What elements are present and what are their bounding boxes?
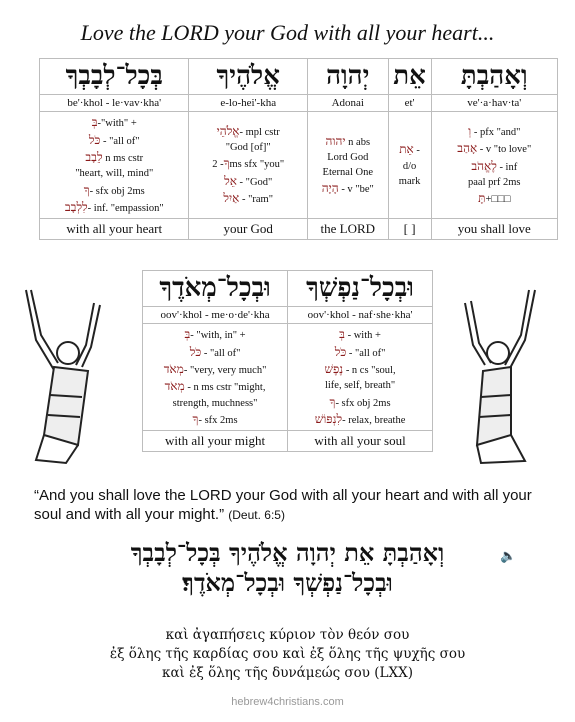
parse-hebrew: לִלְבָב xyxy=(64,199,88,214)
parse-line xyxy=(192,140,303,155)
parse-text: - "all of" xyxy=(100,135,140,147)
parse-line xyxy=(192,173,303,190)
parse-text: - "very, very much" xyxy=(183,364,267,376)
parse-text: n ms cstr xyxy=(102,152,144,164)
hebrew-verse xyxy=(0,538,575,598)
parse-line xyxy=(43,114,185,131)
parse-hebrew: וְ xyxy=(468,123,472,138)
parse-text: - "ram" xyxy=(239,194,274,206)
transliteration: et' xyxy=(388,95,431,112)
hebrew-verse-line1: וְאָהַבְתָּ אֵת יְהוָה אֱלֹהֶיךָ בְּכָל־לְבָבְךָ xyxy=(130,538,445,567)
parsing-notes xyxy=(189,112,307,219)
transliteration: oov'·khol - naf·she·kha' xyxy=(288,307,433,324)
hebrew-word: יְהוָה xyxy=(307,59,388,95)
parse-line xyxy=(146,361,284,378)
parse-line xyxy=(435,140,554,157)
parse-line xyxy=(291,326,429,343)
parsing-notes xyxy=(388,112,431,219)
parse-hebrew: כֹּל xyxy=(88,132,101,147)
parse-text: - sfx obj 2ms xyxy=(89,185,145,197)
parse-hebrew: מְאֹד xyxy=(164,379,185,394)
parsing-notes xyxy=(431,112,557,219)
parse-text: - inf. "empassion" xyxy=(87,202,164,214)
quote-reference: (Deut. 6:5) xyxy=(228,507,285,522)
english-gloss: you shall love xyxy=(431,219,557,240)
parse-line xyxy=(146,378,284,395)
parse-text: - relax, breathe xyxy=(342,414,406,426)
parse-text: - "all of" xyxy=(346,347,386,359)
parse-text: strength, muchness" xyxy=(172,397,258,409)
parse-line xyxy=(146,411,284,428)
parse-hebrew: כֹּל xyxy=(334,344,347,359)
parse-text: Lord God xyxy=(327,152,369,164)
english-gloss: with all your heart xyxy=(40,219,189,240)
hebrew-verse-line2: וּבְכָל־נַפְשְׁךָ וּבְכָל־מְאֹדֶךָ׃ xyxy=(182,568,393,597)
parse-line xyxy=(311,150,385,165)
parse-line xyxy=(291,394,429,411)
parse-line xyxy=(43,132,185,149)
parse-hebrew: אֵת xyxy=(399,142,414,157)
greek-verse xyxy=(0,626,575,683)
parse-text: d/o xyxy=(402,160,417,172)
parse-line xyxy=(291,344,429,361)
parse-hebrew: בְּ xyxy=(91,115,98,130)
parse-line xyxy=(43,149,185,166)
parse-text: - 2ms sfx "you" xyxy=(212,159,285,171)
parse-text: - inf xyxy=(496,161,518,173)
parse-hebrew: יהוה xyxy=(325,133,346,148)
parse-line xyxy=(146,396,284,411)
parse-hebrew: הָיָה xyxy=(321,181,339,196)
site-credit: hebrew4christians.com xyxy=(231,696,344,708)
parse-line xyxy=(435,123,554,140)
parse-hebrew: תָּ xyxy=(478,191,486,206)
parse-line xyxy=(392,159,428,174)
parse-text: - "all of" xyxy=(201,347,241,359)
parse-hebrew: נֶפֶשׁ xyxy=(324,361,344,376)
parse-hebrew: ךָ xyxy=(192,411,199,426)
parse-text: - pfx "and" xyxy=(471,126,521,138)
hebrew-word: אֵת xyxy=(388,59,431,95)
parse-text: - sfx obj 2ms xyxy=(335,397,391,409)
greek-line: καὶ ἐξ ὅλης τῆς δυνάμεώς σου (LXX) xyxy=(162,664,413,681)
parse-line xyxy=(435,175,554,190)
parse-text: - "with, in" + xyxy=(190,330,246,342)
english-gloss: your God xyxy=(189,219,307,240)
word-table-bottom xyxy=(142,270,433,452)
parse-line xyxy=(435,158,554,175)
parse-line xyxy=(192,123,303,140)
parse-text: - xyxy=(413,145,420,157)
parse-text: paal prf 2ms xyxy=(468,177,521,189)
transliteration: e-lo-hei'-kha xyxy=(189,95,307,112)
parse-line xyxy=(392,141,428,158)
parse-text: - n ms cstr "might, xyxy=(184,382,266,394)
parsing-notes xyxy=(288,324,433,431)
parse-line xyxy=(43,166,185,181)
parse-line xyxy=(291,378,429,393)
greek-line: καὶ ἀγαπήσεις κύριον τὸν θεόν σου xyxy=(165,627,410,643)
praying-figure-right-icon xyxy=(453,285,548,475)
parse-line xyxy=(291,411,429,428)
parse-text: Eternal One xyxy=(322,167,373,179)
parse-hebrew: אֵל xyxy=(224,173,237,188)
speaker-icon[interactable]: 🔈 xyxy=(500,548,517,563)
parse-line xyxy=(311,165,385,180)
hebrew-word: וּבְכָל־מְאֹדֶךָ xyxy=(143,271,288,307)
transliteration: oov'·khol - me·o·de'·kha xyxy=(143,307,288,324)
parse-line xyxy=(192,155,303,172)
parse-text: "God [of]" xyxy=(225,142,271,154)
english-gloss: with all your soul xyxy=(288,431,433,452)
parse-text: - v "be" xyxy=(338,184,374,196)
parse-line xyxy=(146,326,284,343)
parse-text: - n cs "soul, xyxy=(343,364,396,376)
parse-text: +□□□ xyxy=(485,194,511,206)
parse-text: - "God" xyxy=(236,176,273,188)
parsing-notes xyxy=(40,112,189,219)
parse-text: - v "to love" xyxy=(477,144,532,156)
parse-hebrew: אֱלֹהֵי xyxy=(216,123,240,138)
transliteration: Adonai xyxy=(307,95,388,112)
parse-hebrew: מְאֹד xyxy=(163,361,184,376)
greek-line: ἐξ ὅλης τῆς καρδίας σου καὶ ἐξ ὅλης τῆς ψυχῆς σου xyxy=(109,645,466,662)
page-title: Love the LORD your God with all your heart... xyxy=(80,20,495,45)
parse-hebrew: בְּ xyxy=(184,327,191,342)
parse-line xyxy=(43,182,185,199)
parse-text: - with + xyxy=(344,330,381,342)
parse-hebrew: ךָ xyxy=(329,394,336,409)
hebrew-word: בְּכָל־לְבָבְךָ xyxy=(40,59,189,95)
parse-line xyxy=(311,133,385,150)
parse-hebrew: אָהַב xyxy=(457,141,478,156)
parse-line xyxy=(146,344,284,361)
parse-text: - mpl cstr xyxy=(239,126,280,138)
quote-text: “And you shall love the LORD your God with all your heart and with all your soul and with all your might.” xyxy=(34,487,532,523)
parse-text: life, self, breath" xyxy=(324,380,396,392)
parse-hebrew: לֶאֱהֹב xyxy=(471,158,497,173)
hebrew-word: וְאָהַבְתָּ xyxy=(431,59,557,95)
parse-hebrew: לִנְפּוֹשׁ xyxy=(314,411,343,426)
parse-line xyxy=(291,361,429,378)
parse-line xyxy=(43,199,185,216)
english-gloss: [ ] xyxy=(388,219,431,240)
parse-hebrew: אַיִל xyxy=(223,191,240,206)
parse-hebrew: כֹּל xyxy=(189,344,202,359)
hebrew-word: וּבְכָל־נַפְשְׁךָ xyxy=(288,271,433,307)
transliteration: be'·khol - le·vav·kha' xyxy=(40,95,189,112)
parse-text: n abs xyxy=(345,136,371,148)
english-quote xyxy=(34,487,554,525)
parse-text: - sfx 2ms xyxy=(198,414,238,426)
english-gloss: the LORD xyxy=(307,219,388,240)
word-table-top xyxy=(39,58,558,240)
parse-hebrew: בְּ xyxy=(339,327,345,342)
parse-line xyxy=(392,174,428,189)
parse-line xyxy=(435,190,554,207)
parse-hebrew: ךָ xyxy=(83,182,90,197)
transliteration: ve'·a·hav·ta' xyxy=(431,95,557,112)
parse-text: -"with" + xyxy=(97,118,137,130)
parse-line xyxy=(192,190,303,207)
parsing-notes xyxy=(143,324,288,431)
hebrew-word: אֱלֹהֶיךָ xyxy=(189,59,307,95)
parse-text: "heart, will, mind" xyxy=(75,168,154,180)
english-gloss: with all your might xyxy=(143,431,288,452)
parse-hebrew: לֵבָב xyxy=(85,149,103,164)
parse-hebrew: ךָ xyxy=(223,156,230,171)
parse-text: mark xyxy=(398,175,421,187)
praying-figure-left-icon xyxy=(16,285,111,475)
parsing-notes xyxy=(307,112,388,219)
parse-line xyxy=(311,180,385,197)
